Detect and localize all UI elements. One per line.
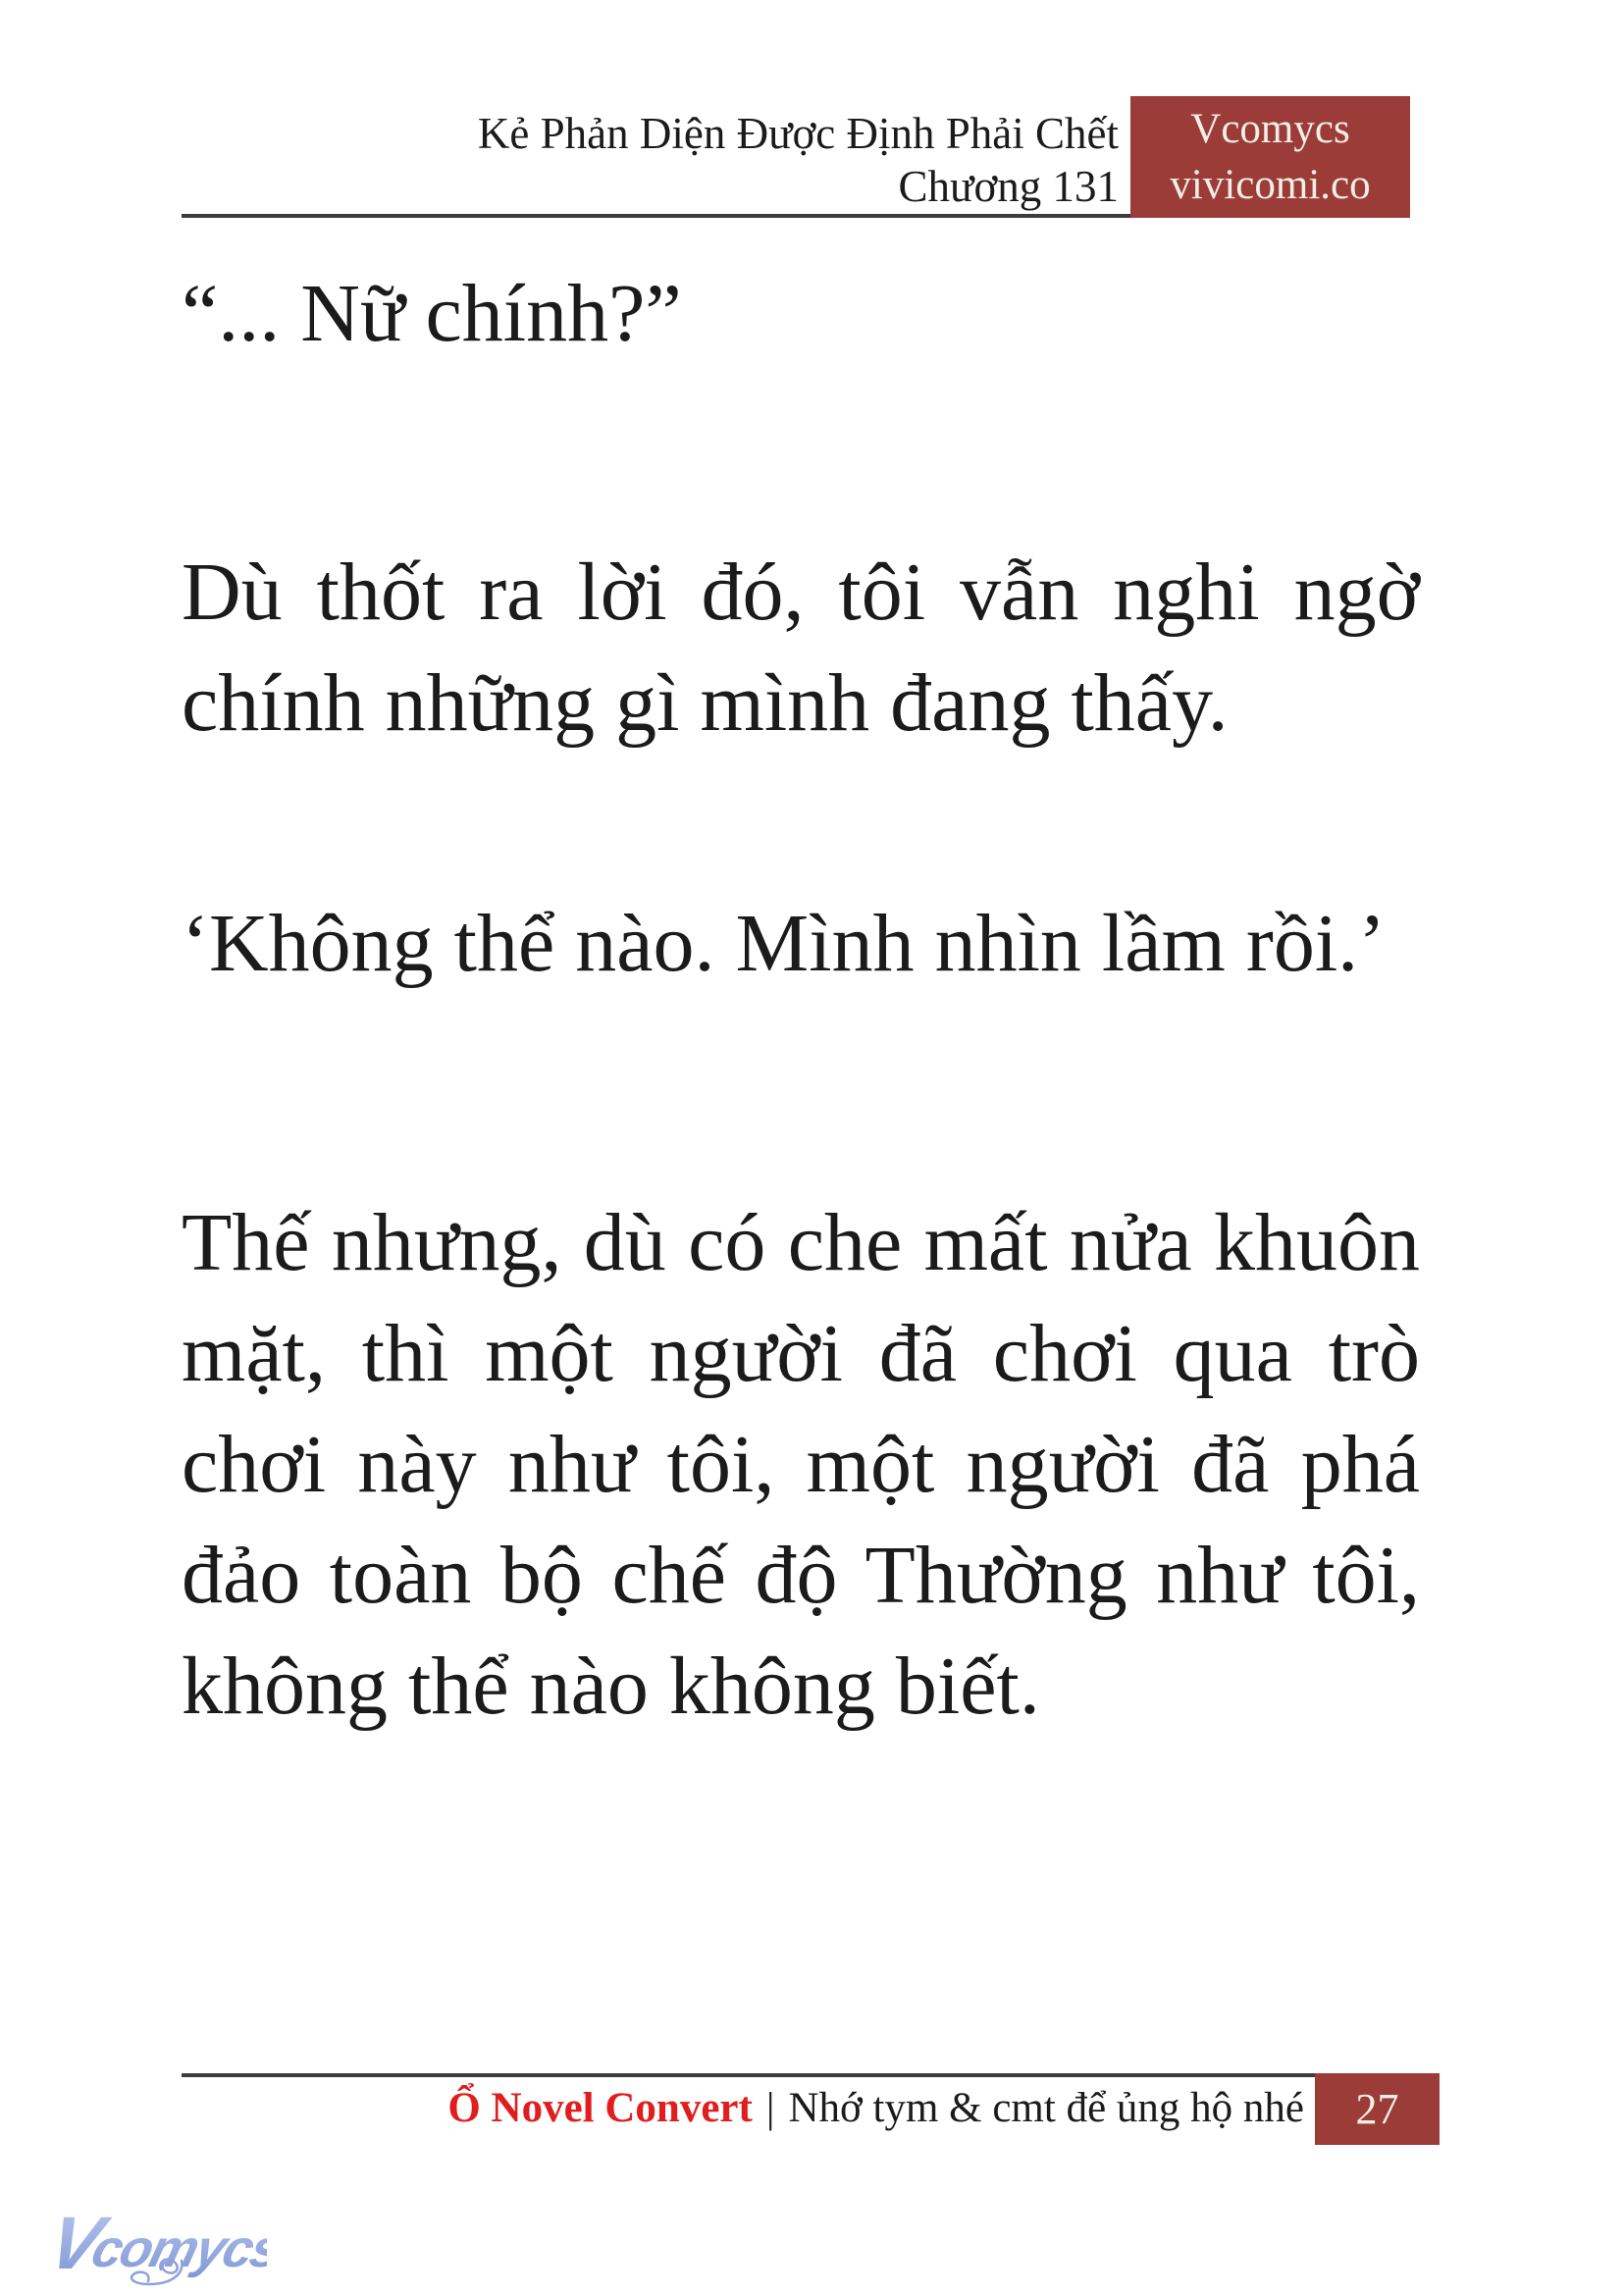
body-line: chính những gì mình đang thấy. [182, 657, 1229, 749]
body-line: đảo toàn bộ chế độ Thường như tôi, [182, 1530, 1420, 1621]
footer-brand: Ổ Novel Convert [447, 2085, 753, 2131]
page-number-box [1315, 2073, 1440, 2145]
header-titles [182, 96, 1130, 213]
watermark-rest: comycs [85, 2217, 267, 2278]
body-line: “... Nữ chính?” [182, 268, 682, 359]
page-number: 27 [1355, 2085, 1399, 2133]
brand-site: vivicomi.co [1170, 162, 1371, 208]
body-line: không thể nào không biết. [182, 1641, 1040, 1732]
watermark [22, 2204, 267, 2294]
brand-box [1130, 96, 1410, 218]
chapter-label: Chương 131 [898, 162, 1119, 211]
footer-divider [182, 2073, 1315, 2077]
body-line: chơi này như tôi, một người đã phá [182, 1419, 1420, 1510]
paragraph [182, 1187, 1420, 1742]
vcomycs-logo [22, 2204, 267, 2294]
watermark-initial: V [40, 2204, 110, 2285]
body-line: Thế nhưng, dù có che mất nửa khuôn [182, 1197, 1420, 1288]
chapter-body [182, 258, 1420, 1742]
watermark-text [40, 2204, 267, 2285]
footer-text [447, 2081, 1304, 2136]
footer-message: Nhớ tym & cmt để ủng hộ nhé [788, 2085, 1304, 2131]
page-header [182, 96, 1410, 218]
footer-separator: | [765, 2085, 775, 2131]
paragraph [182, 258, 1420, 369]
paragraph [182, 888, 1420, 999]
brand-name: Vcomycs [1190, 106, 1350, 152]
body-line: ‘Không thể nào. Mình nhìn lầm rồi.’ [182, 898, 1387, 989]
header-divider [182, 214, 1130, 218]
paragraph [182, 537, 1420, 758]
body-line: mặt, thì một người đã chơi qua trò [182, 1308, 1420, 1399]
book-title: Kẻ Phản Diện Được Định Phải Chết [477, 109, 1119, 158]
body-line: Dù thốt ra lời đó, tôi vẫn nghi ngờ [182, 547, 1420, 638]
